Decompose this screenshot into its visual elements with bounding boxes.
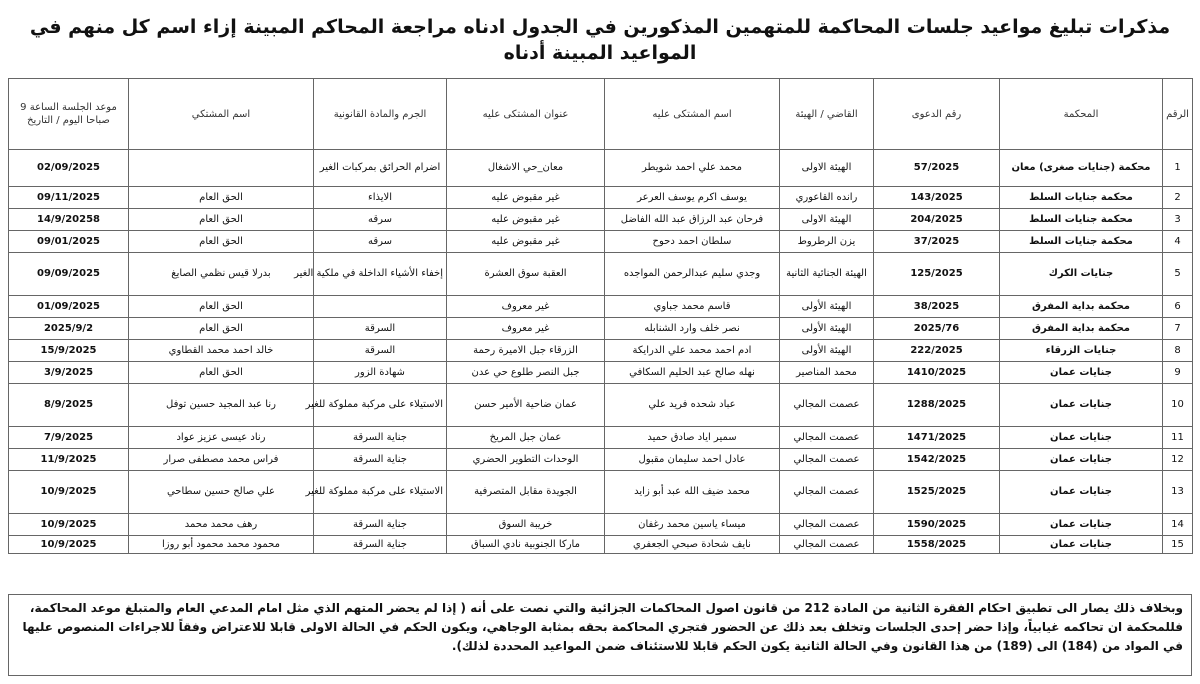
row-judge: رانده القاعوري <box>780 187 874 209</box>
row-address: ماركا الجنوبية نادي السباق <box>447 536 605 554</box>
row-crime: الاستيلاء على مركبة مملوكة للغير <box>314 384 447 427</box>
row-court: جنايات عمان <box>1000 514 1163 536</box>
row-complainant: خالد احمد محمد القطاوي <box>129 340 314 362</box>
row-complainant: علي صالح حسين سطاحي <box>129 471 314 514</box>
row-num: 7 <box>1163 318 1193 340</box>
row-judge: عصمت المجالي <box>780 514 874 536</box>
row-crime: جناية السرقة <box>314 449 447 471</box>
row-case: 204/2025 <box>874 209 1000 231</box>
row-complainant: رنا عبد المجيد حسين توفل <box>129 384 314 427</box>
table-row <box>9 471 1193 514</box>
row-judge: عصمت المجالي <box>780 536 874 554</box>
row-defendant: محمد علي احمد شويطر <box>605 150 780 187</box>
table-row <box>9 362 1193 384</box>
row-judge: يزن الرطروط <box>780 231 874 253</box>
row-case: 38/2025 <box>874 296 1000 318</box>
row-crime: اضرام الحرائق بمركبات الغير <box>314 150 447 187</box>
row-court: محكمة جنايات السلط <box>1000 209 1163 231</box>
row-date: 09/11/2025 <box>9 187 129 209</box>
row-court: جنايات عمان <box>1000 536 1163 554</box>
row-court: جنايات الكرك <box>1000 253 1163 296</box>
row-defendant: محمد ضيف الله عبد أبو زايد <box>605 471 780 514</box>
row-crime: السرقة <box>314 318 447 340</box>
table-row <box>9 384 1193 427</box>
row-complainant: الحق العام <box>129 231 314 253</box>
row-address: غير معروف <box>447 296 605 318</box>
row-num: 6 <box>1163 296 1193 318</box>
row-complainant: الحق العام <box>129 209 314 231</box>
row-judge: عصمت المجالي <box>780 427 874 449</box>
row-court: جنايات عمان <box>1000 449 1163 471</box>
row-complainant: بدرلا قيس نظمي الصايغ <box>129 253 314 296</box>
header-complainant: اسم المشتكي <box>129 79 314 150</box>
row-defendant: سلطان احمد دحوح <box>605 231 780 253</box>
row-case: 1590/2025 <box>874 514 1000 536</box>
row-court: محكمة (جنايات صغرى) معان <box>1000 150 1163 187</box>
row-crime: جناية السرقة <box>314 514 447 536</box>
table-row <box>9 449 1193 471</box>
row-complainant: محمود محمد محمود أبو روزا <box>129 536 314 554</box>
row-date: 8/9/2025 <box>9 384 129 427</box>
row-address: جبل النصر طلوع حي عدن <box>447 362 605 384</box>
row-case: 143/2025 <box>874 187 1000 209</box>
row-crime <box>314 296 447 318</box>
row-court: جنايات الزرقاء <box>1000 340 1163 362</box>
row-date: 10/9/2025 <box>9 536 129 554</box>
row-crime: شهادة الزور <box>314 362 447 384</box>
row-defendant: وجدي سليم عبدالرحمن المواجده <box>605 253 780 296</box>
table-row <box>9 231 1193 253</box>
row-address: غير مقبوض عليه <box>447 231 605 253</box>
header-court: المحكمة <box>1000 79 1163 150</box>
row-num: 12 <box>1163 449 1193 471</box>
row-complainant: الحق العام <box>129 318 314 340</box>
row-judge: الهيئة الأولى <box>780 318 874 340</box>
row-num: 3 <box>1163 209 1193 231</box>
row-judge: الهيئة الجنائية الثانية <box>780 253 874 296</box>
row-date: 10/9/2025 <box>9 514 129 536</box>
row-crime: الاستيلاء على مركبة مملوكة للغير <box>314 471 447 514</box>
row-complainant <box>129 150 314 187</box>
row-date: 15/9/2025 <box>9 340 129 362</box>
row-case: 57/2025 <box>874 150 1000 187</box>
row-court: محكمة بداية المفرق <box>1000 296 1163 318</box>
row-date: 14/9/20258 <box>9 209 129 231</box>
row-court: جنايات عمان <box>1000 384 1163 427</box>
row-num: 9 <box>1163 362 1193 384</box>
header-address: عنوان المشتكى عليه <box>447 79 605 150</box>
row-court: محكمة جنايات السلط <box>1000 231 1163 253</box>
table-header-row <box>9 79 1193 150</box>
row-complainant: فراس محمد مصطفى صرار <box>129 449 314 471</box>
row-defendant: ادم احمد محمد علي الدرايكة <box>605 340 780 362</box>
row-crime: سرقه <box>314 231 447 253</box>
table-row <box>9 427 1193 449</box>
row-address: خريبة السوق <box>447 514 605 536</box>
row-crime: إخفاء الأشياء الداخلة في ملكية الغير <box>314 253 447 296</box>
row-complainant: رناد عيسى عزيز عواد <box>129 427 314 449</box>
row-address: معان_حي الاشغال <box>447 150 605 187</box>
row-address: الوحدات التطوير الحضري <box>447 449 605 471</box>
row-case: 1542/2025 <box>874 449 1000 471</box>
row-num: 5 <box>1163 253 1193 296</box>
row-defendant: قاسم محمد جباوي <box>605 296 780 318</box>
row-date: 7/9/2025 <box>9 427 129 449</box>
row-address: العقبة سوق العشرة <box>447 253 605 296</box>
row-complainant: رهف محمد محمد <box>129 514 314 536</box>
row-date: 2025/9/2 <box>9 318 129 340</box>
row-num: 14 <box>1163 514 1193 536</box>
row-case: 2025/76 <box>874 318 1000 340</box>
hearings-table <box>8 78 1193 554</box>
row-case: 1410/2025 <box>874 362 1000 384</box>
row-num: 4 <box>1163 231 1193 253</box>
row-judge: الهيئة الأولى <box>780 296 874 318</box>
header-date: موعد الجلسة الساعة 9 صباحا اليوم / التاريخ <box>9 79 129 150</box>
header-num: الرقم <box>1163 79 1193 150</box>
row-num: 15 <box>1163 536 1193 554</box>
row-judge: عصمت المجالي <box>780 384 874 427</box>
row-num: 11 <box>1163 427 1193 449</box>
row-address: الزرقاء جبل الاميرة رحمة <box>447 340 605 362</box>
table-row <box>9 209 1193 231</box>
table-row <box>9 340 1193 362</box>
row-address: الجويدة مقابل المتصرفية <box>447 471 605 514</box>
row-judge: الهيئة الاولى <box>780 150 874 187</box>
row-crime: السرقة <box>314 340 447 362</box>
header-crime: الجرم والمادة القانونية <box>314 79 447 150</box>
row-address: عمان ضاحية الأمير حسن <box>447 384 605 427</box>
row-judge: عصمت المجالي <box>780 449 874 471</box>
header-defendant: اسم المشتكى عليه <box>605 79 780 150</box>
row-defendant: نهله صالح عبد الحليم السكافي <box>605 362 780 384</box>
row-court: جنايات عمان <box>1000 362 1163 384</box>
row-defendant: فرحان عبد الرزاق عبد الله الفاضل <box>605 209 780 231</box>
row-case: 1558/2025 <box>874 536 1000 554</box>
row-num: 8 <box>1163 340 1193 362</box>
table-row <box>9 536 1193 554</box>
row-judge: الهيئة الاولى <box>780 209 874 231</box>
row-address: غير مقبوض عليه <box>447 187 605 209</box>
row-defendant: يوسف اكرم يوسف العرعر <box>605 187 780 209</box>
row-case: 37/2025 <box>874 231 1000 253</box>
row-case: 1288/2025 <box>874 384 1000 427</box>
table-row <box>9 253 1193 296</box>
table-row <box>9 150 1193 187</box>
row-defendant: عادل احمد سليمان مقبول <box>605 449 780 471</box>
row-court: جنايات عمان <box>1000 427 1163 449</box>
row-date: 09/01/2025 <box>9 231 129 253</box>
row-crime: جناية السرقة <box>314 536 447 554</box>
row-court: محكمة بداية المفرق <box>1000 318 1163 340</box>
row-case: 1471/2025 <box>874 427 1000 449</box>
row-court: جنايات عمان <box>1000 471 1163 514</box>
row-defendant: نايف شحادة صبحي الجعفري <box>605 536 780 554</box>
row-date: 11/9/2025 <box>9 449 129 471</box>
row-address: غير معروف <box>447 318 605 340</box>
row-address: غير مقبوض عليه <box>447 209 605 231</box>
row-num: 13 <box>1163 471 1193 514</box>
row-case: 125/2025 <box>874 253 1000 296</box>
row-complainant: الحق العام <box>129 187 314 209</box>
row-complainant: الحق العام <box>129 362 314 384</box>
row-num: 1 <box>1163 150 1193 187</box>
table-row <box>9 514 1193 536</box>
row-defendant: عباد شحده فريد علي <box>605 384 780 427</box>
page-title: مذكرات تبليغ مواعيد جلسات المحاكمة للمتهمين المذكورين في الجدول ادناه مراجعة المحاكم المبينة إزاء اسم كل منهم في المواعيد المبينة أدناه <box>29 16 1171 64</box>
row-court: محكمة جنايات السلط <box>1000 187 1163 209</box>
row-defendant: ميساء ياسين محمد رغفان <box>605 514 780 536</box>
row-date: 09/09/2025 <box>9 253 129 296</box>
row-crime: جناية السرقة <box>314 427 447 449</box>
legal-notice-footer: وبخلاف ذلك يصار الى تطبيق احكام الفقرة الثانية من المادة 212 من قانون اصول المحاكمات الجزائية والتي نصت على أنه ( إذا لم يحضر المتهم الذي مثل امام المدعي العام والمتبلغ موعد المحاكمة، فللمحكمة ان تحاكمه غيابياً، وإذا حضر إحدى الجلسات وتخلف بعد ذلك عن الحضور فتجري المحاكمة بحقه بمثابة الوجاهي، ويكون الحكم في الحالة الاولى قابلا للاعتراض وفقاً للاجراءات المنصوص عليها في المواد من (184) الى (189) من هذا القانون وفي الحالة الثانية يكون الحكم قابلا للاستئناف ضمن المواعيد المحددة لذلك). <box>8 594 1192 676</box>
row-num: 10 <box>1163 384 1193 427</box>
table-row <box>9 296 1193 318</box>
table-row <box>9 318 1193 340</box>
row-crime: الايذاء <box>314 187 447 209</box>
header-judge: القاضي / الهيئة <box>780 79 874 150</box>
row-defendant: نصر خلف وارد الشنابله <box>605 318 780 340</box>
row-crime: سرقه <box>314 209 447 231</box>
row-num: 2 <box>1163 187 1193 209</box>
row-defendant: سمير اياد صادق حميد <box>605 427 780 449</box>
row-date: 3/9/2025 <box>9 362 129 384</box>
row-date: 10/9/2025 <box>9 471 129 514</box>
row-case: 222/2025 <box>874 340 1000 362</box>
table-row <box>9 187 1193 209</box>
row-judge: محمد المناصير <box>780 362 874 384</box>
row-address: عمان جبل المريخ <box>447 427 605 449</box>
row-judge: الهيئة الأولى <box>780 340 874 362</box>
row-case: 1525/2025 <box>874 471 1000 514</box>
row-judge: عصمت المجالي <box>780 471 874 514</box>
row-complainant: الحق العام <box>129 296 314 318</box>
header-case: رقم الدعوى <box>874 79 1000 150</box>
row-date: 01/09/2025 <box>9 296 129 318</box>
row-date: 02/09/2025 <box>9 150 129 187</box>
